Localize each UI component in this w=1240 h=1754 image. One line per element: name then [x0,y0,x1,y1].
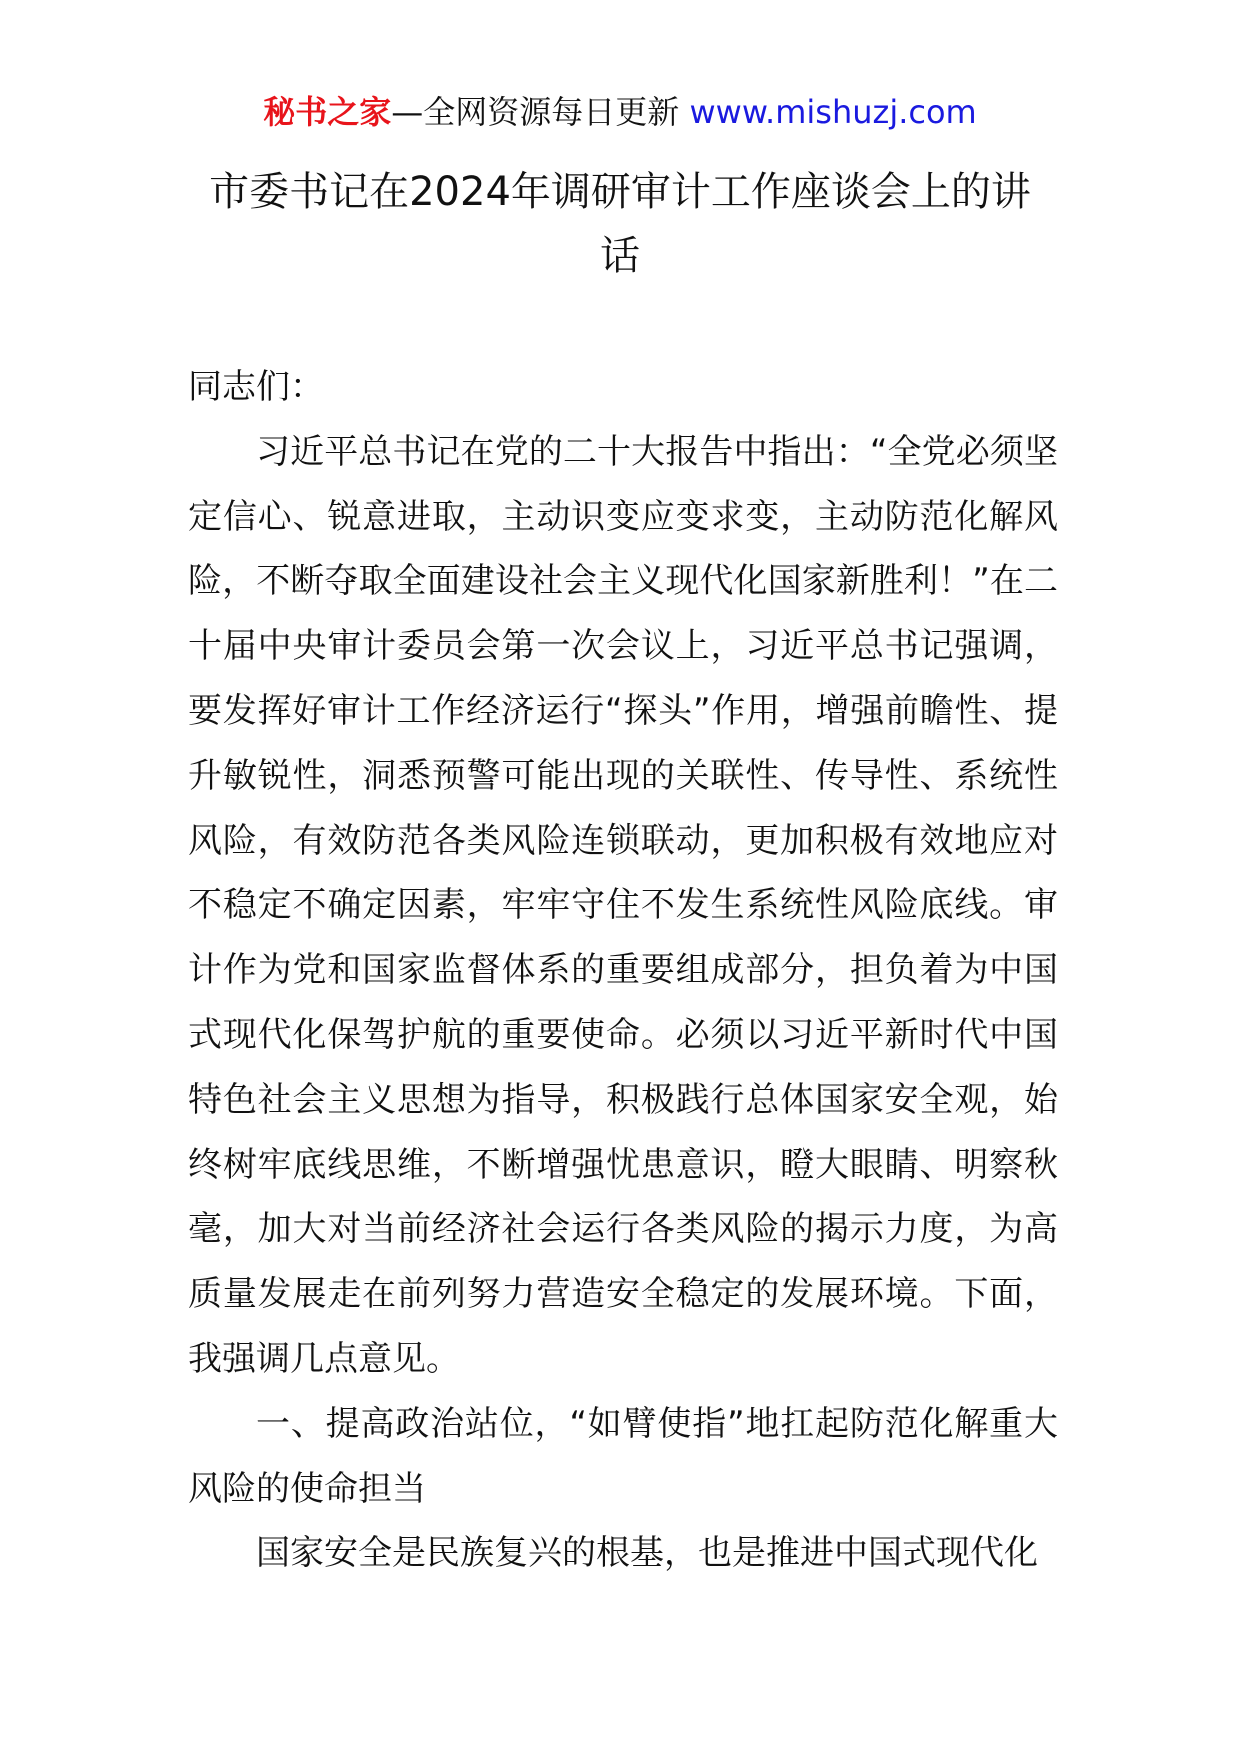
body-paragraph: 国家安全是民族复兴的根基，也是推进中国式现代化 [256,1533,1038,1574]
site-url-link[interactable]: www.mishuzj.com [689,93,977,131]
brand-name: 秘书之家 [263,93,392,131]
body-paragraph: 习近平总书记在党的二十大报告中指出：“全党必须坚定信心、锐意进取，主动识变应变求变，主动防范化解风险，不断夺取全面建设社会主义现代化国家新胜利！”在二十届中央审计委员会第一次会议上，习近平总书记强调，要发挥好审计工作经济运行“探头”作用，增强前瞻性、提升敏锐性，洞悉预警可能出现的关联性、传导性、系统性风险，有效防范各类风险连锁联动，更加积极有效地应对不稳定不确定因素，牢牢守住不发生系统性风险底线。审计作为党和国家监督体系的重要组成部分，担负着为中国式现代化保驾护航的重要使命。必须以习近平新时代中国特色社会主义思想为指导，积极践行总体国家安全观，始终树牢底线思维，不断增强忧患意识，瞪大眼睛、明察秋毫，加大对当前经济社会运行各类风险的揭示力度，为高质量发展走在前列努力营造安全稳定的发展环境。下面，我强调几点意见。 [188,431,1058,1379]
section-heading: 一、提高政治站位，“如臂使指”地扛起防范化解重大风险的使命担当 [188,1403,1058,1509]
document-title: 市委书记在2024年调研审计工作座谈会上的讲话 [209,169,1031,279]
site-header [0,92,1240,132]
document-body [188,355,1058,1586]
salutation: 同志们： [188,367,324,407]
header-tagline: —全网资源每日更新 [391,93,690,131]
